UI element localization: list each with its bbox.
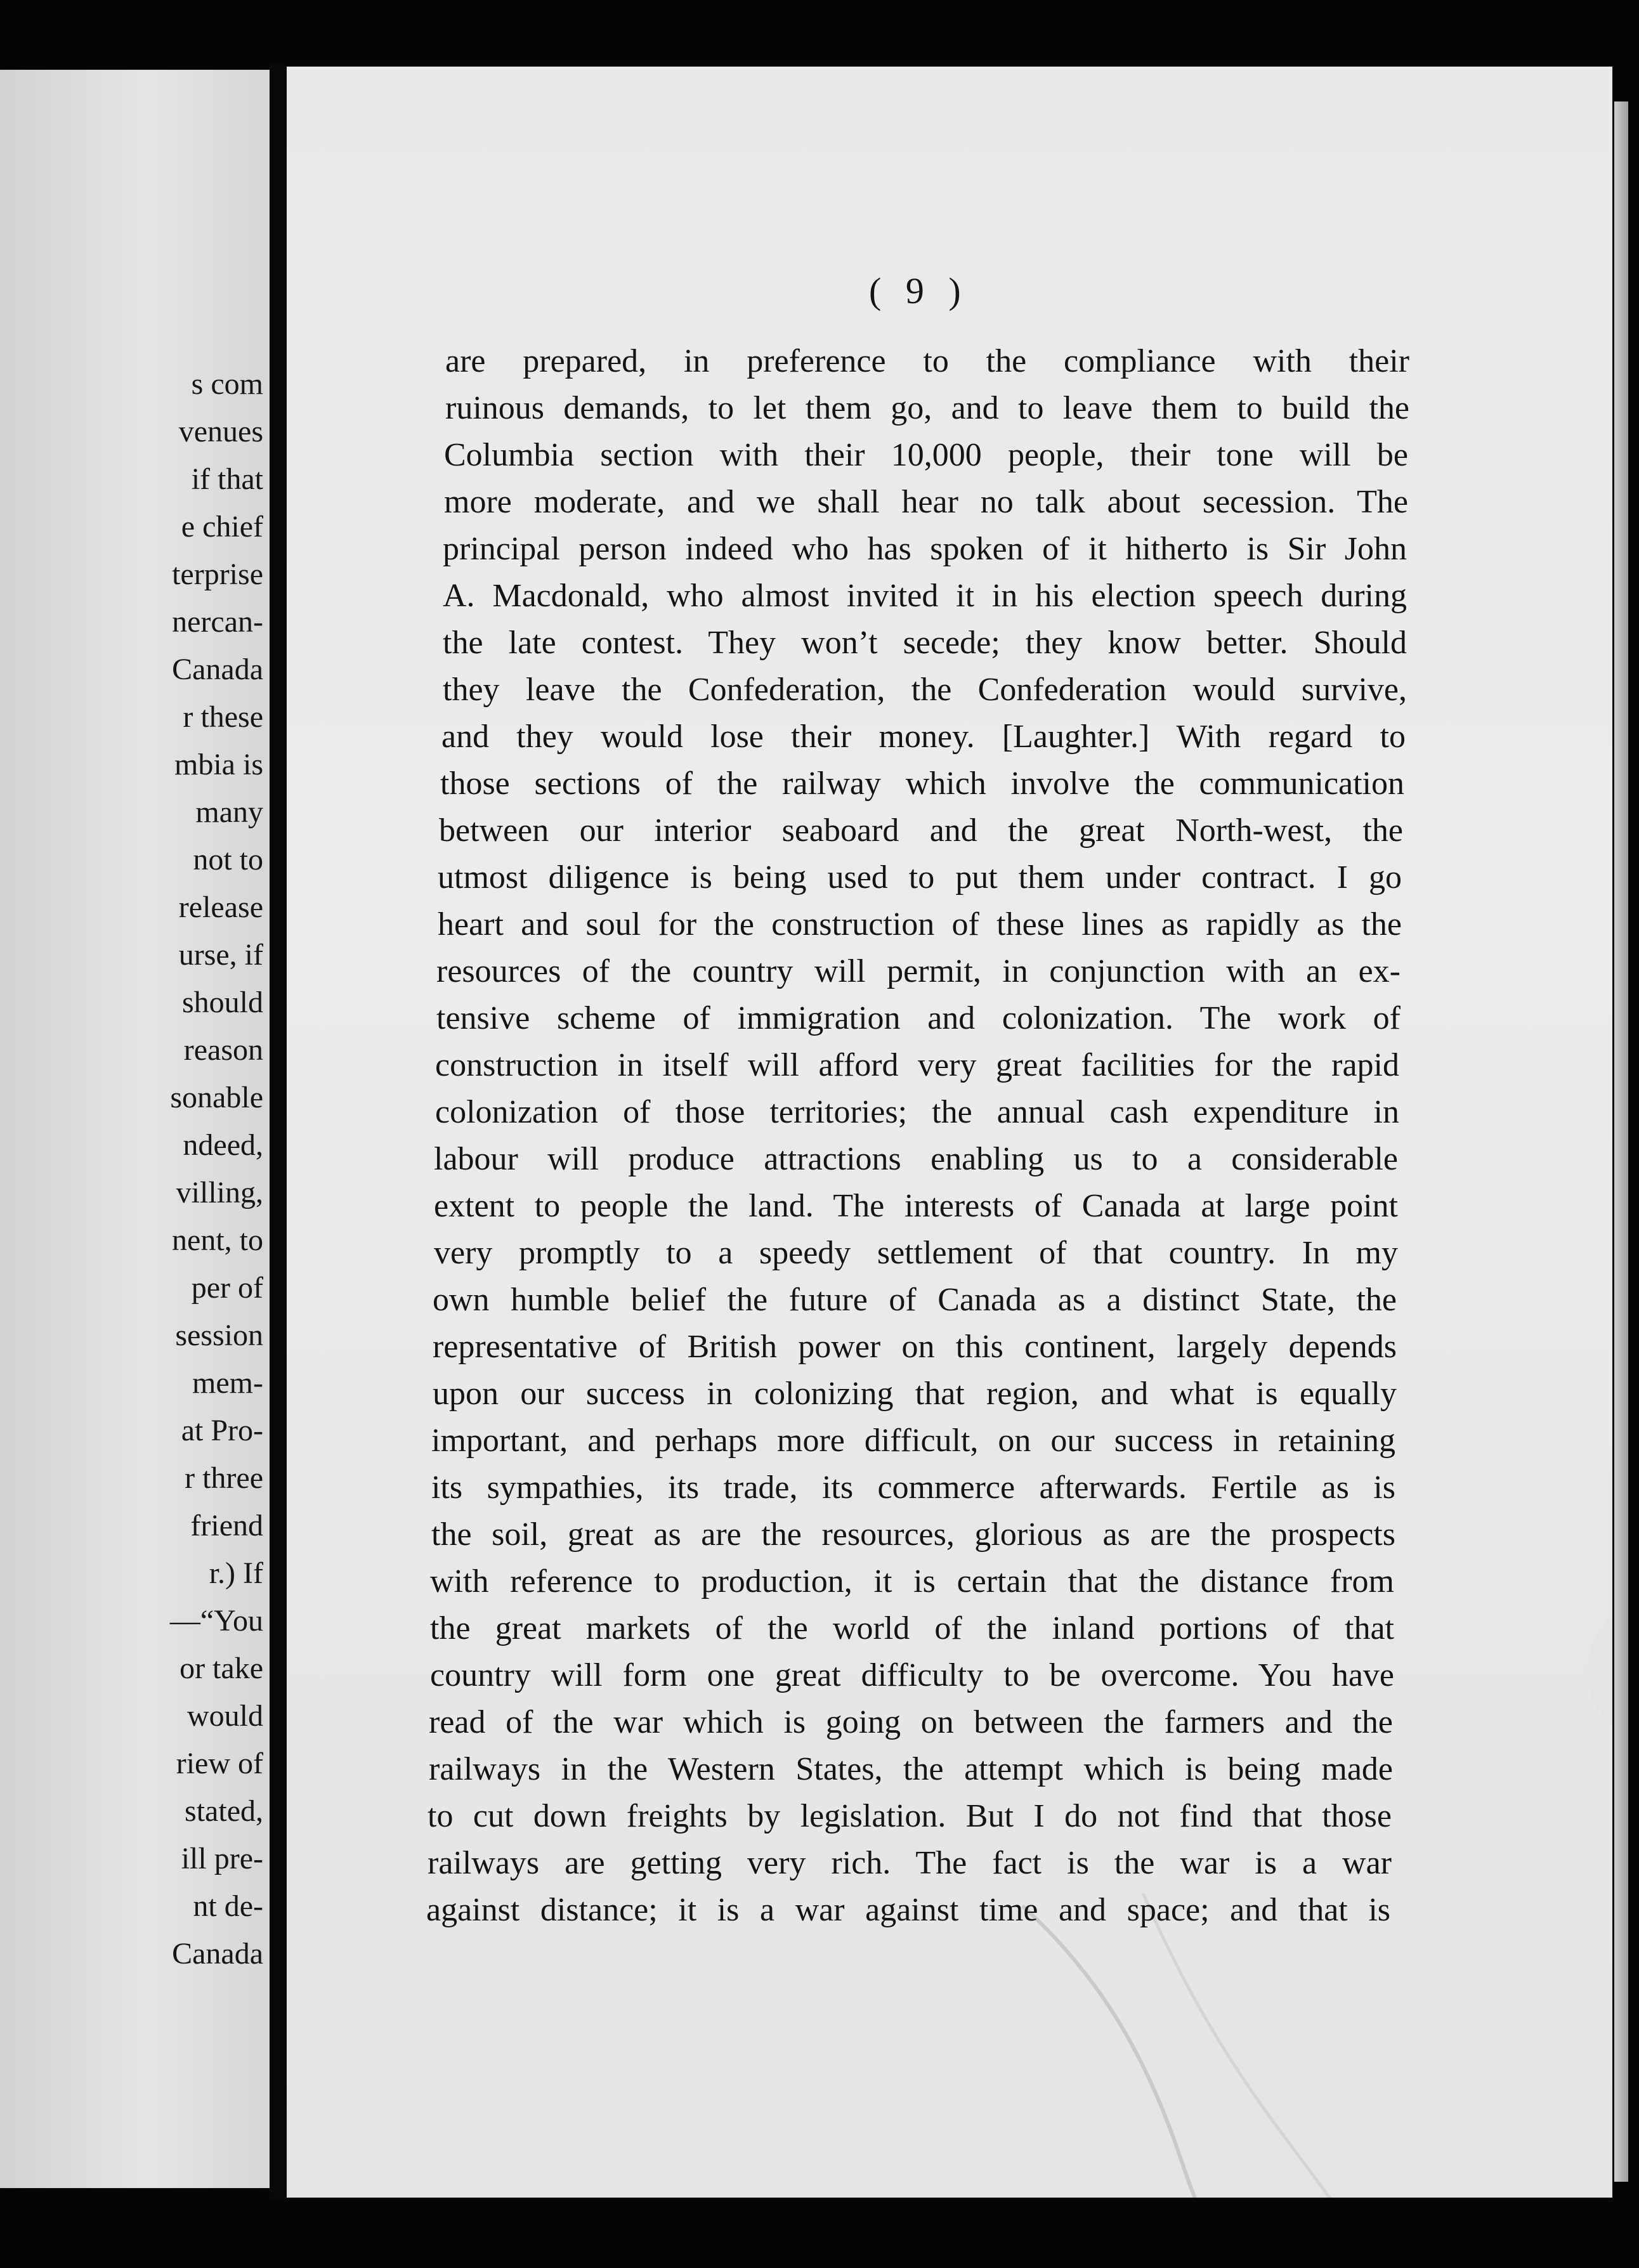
left-page-fragment: nercan-	[172, 605, 263, 639]
left-page-fragment: would	[187, 1699, 263, 1733]
body-text-line: the great markets of the world of the inland portions of that	[430, 1610, 1394, 1646]
left-page-fragment: riew of	[176, 1747, 263, 1780]
body-text-line: railways in the Western States, the attempt which is being made	[429, 1751, 1393, 1787]
body-text-line: resources of the country will permit, in conjunction with an ex-	[436, 953, 1401, 989]
left-page-fragment: r.) If	[209, 1556, 263, 1590]
left-page-fragment: at Pro-	[181, 1414, 263, 1447]
left-page-fragment: e chief	[181, 510, 263, 544]
paper-crease	[1016, 1893, 1397, 2198]
body-text-line: the soil, great as are the resources, glorious as are the prospects	[431, 1516, 1395, 1553]
paper-stain	[1587, 1589, 1612, 1754]
left-page-fragment: Canada	[172, 1937, 263, 1971]
left-page-fragment: ill pre-	[181, 1842, 263, 1875]
body-text-line: very promptly to a speedy settlement of that country. In my	[434, 1235, 1398, 1271]
body-text-line: construction in itself will afford very great facilities for the rapid	[435, 1047, 1399, 1083]
body-text-line: are prepared, in preference to the compliance with their	[445, 343, 1409, 379]
left-page-fragment: per of	[191, 1271, 263, 1305]
left-page-fragment: nt de-	[193, 1889, 263, 1923]
left-page-fragment: sonable	[170, 1081, 263, 1114]
body-text-line: railways are getting very rich. The fact is the war is a war	[428, 1845, 1392, 1881]
body-text-line: tensive scheme of immigration and colonization. The work of	[436, 1000, 1401, 1036]
page-edge	[1614, 101, 1628, 2182]
body-text-line: labour will produce attractions enabling us to a considerable	[434, 1141, 1398, 1177]
left-page-fragment: r three	[185, 1461, 263, 1495]
body-text-line: between our interior seaboard and the great North-west, the	[439, 812, 1403, 849]
body-text-line: A. Macdonald, who almost invited it in his election speech during	[443, 578, 1407, 614]
body-text-line: with reference to production, it is certain that the distance from	[430, 1563, 1394, 1600]
left-page-fragment: release	[178, 890, 263, 924]
body-text-line: heart and soul for the construction of these lines as rapidly as the	[438, 906, 1402, 942]
body-text-line: read of the war which is going on between the farmers and the	[429, 1704, 1393, 1740]
book-gutter	[270, 63, 287, 2201]
left-page-fragment: not to	[193, 843, 263, 877]
left-page-fragment: venues	[178, 415, 263, 448]
body-text-line: its sympathies, its trade, its commerce afterwards. Fertile as is	[431, 1470, 1395, 1506]
left-page-fragment: mem-	[192, 1366, 263, 1400]
left-page-fragment: or take	[180, 1652, 263, 1685]
body-text-line: colonization of those territories; the annual cash expenditure in	[435, 1094, 1399, 1130]
left-page-fragment: friend	[190, 1509, 263, 1542]
left-page-fragment: ndeed,	[183, 1128, 263, 1162]
left-page-fragment: session	[175, 1319, 263, 1352]
left-page-fragment: villing,	[176, 1176, 263, 1209]
left-page-fragment: nent, to	[172, 1223, 263, 1257]
body-text-line: utmost diligence is being used to put them under contract. I go	[438, 859, 1402, 896]
left-page-fragment: should	[181, 986, 263, 1019]
left-page-fragment: r these	[183, 700, 263, 734]
body-text-line: principal person indeed who has spoken of it hitherto is Sir John	[443, 531, 1407, 567]
left-page-fragment: —“You	[169, 1604, 263, 1638]
left-page	[0, 70, 270, 2188]
body-text-line: to cut down freights by legislation. But I do not find that those	[428, 1798, 1392, 1834]
body-text-line: extent to people the land. The interests of Canada at large point	[434, 1188, 1398, 1224]
left-page-fragment: mbia is	[174, 748, 263, 781]
left-page-fragment: Canada	[172, 653, 263, 686]
left-page-fragment: if that	[191, 462, 263, 496]
body-text-line: and they would lose their money. [Laughter.] With regard to	[441, 719, 1406, 755]
body-text-line: representative of British power on this continent, largely depends	[433, 1329, 1397, 1365]
body-text-line: the late contest. They won’t secede; they know better. Should	[443, 625, 1407, 661]
page-number: ( 9 )	[869, 270, 969, 311]
left-page-fragment: many	[195, 795, 263, 829]
body-text-line: those sections of the railway which involve the communication	[440, 766, 1404, 802]
body-text-line: country will form one great difficulty to be overcome. You have	[430, 1657, 1394, 1693]
body-text-line: important, and perhaps more difficult, on our success in retaining	[431, 1423, 1395, 1459]
left-page-fragment: stated,	[185, 1794, 263, 1828]
body-text-line: more moderate, and we shall hear no talk about secession. The	[444, 484, 1408, 520]
body-text-line: own humble belief the future of Canada as a distinct State, the	[433, 1282, 1397, 1318]
body-text-line: against distance; it is a war against time and space; and that is	[426, 1892, 1390, 1928]
body-text-line: ruinous demands, to let them go, and to leave them to build the	[445, 390, 1409, 426]
left-page-fragment: s com	[191, 367, 263, 401]
body-text-line: upon our success in colonizing that region, and what is equally	[433, 1376, 1397, 1412]
left-page-fragment: reason	[183, 1033, 263, 1067]
body-text-line: they leave the Confederation, the Confederation would survive,	[443, 672, 1407, 708]
left-page-fragment: urse, if	[178, 938, 263, 972]
left-page-fragment: terprise	[172, 557, 263, 591]
body-text-line: Columbia section with their 10,000 people, their tone will be	[444, 437, 1408, 473]
